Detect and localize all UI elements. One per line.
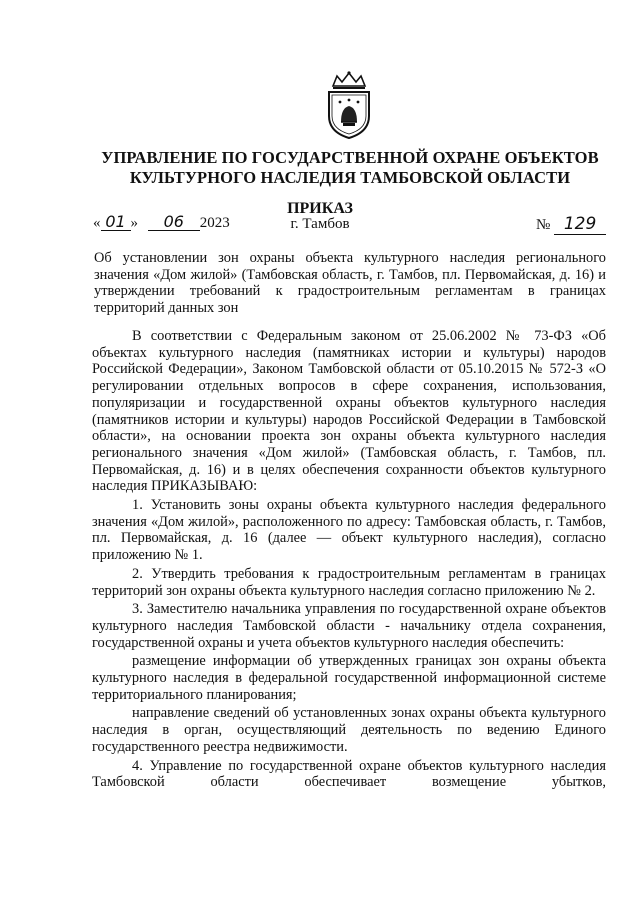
order-title: ПРИКАЗ [287, 200, 353, 217]
number-value: 129 [554, 214, 606, 235]
number-label: № [536, 217, 551, 233]
paragraph-item-1: 1. Установить зоны охраны объекта культурного наследия федерального значения «Дом жилой», расположенного по адресу: Тамбовская область, г. Тамбов, пл. Первомайская, д. 16 (далее — объект культурного наследия), согласно приложению № 1. [92, 497, 606, 564]
paragraph-preamble: В соответствии с Федеральным законом от 25.06.2002 № 73-ФЗ «Об объектах культурного наследия (памятниках истории и культуры) народов Российской Федерации», Законом Тамбовской области от 05.10.2015 № 572-З «О регулировании отдельных вопросов в сфере сохранения, использования, популяризации и государственной охраны объектов культурного наследия (памятников истории и культуры) народов Российской Федерации в Тамбовской области», на основании проекта зон охраны объекта культурного наследия регионального значения «Дом жилой» (Тамбовская область, г. Тамбов, пл. Первомайская, д. 16) и в целях обеспечения сохранности объектов культурного наследия ПРИКАЗЫВАЮ: [92, 328, 606, 495]
organization-title-line-2: КУЛЬТУРНОГО НАСЛЕДИЯ ТАМБОВСКОЙ ОБЛАСТИ [129, 168, 571, 187]
paragraph-item-3-sub-1: размещение информации об утвержденных границах зон охраны объекта культурного наследия в федеральной государственной информационной системе территориального планирования; [92, 653, 606, 703]
organization-title [60, 148, 640, 188]
paragraph-item-3: 3. Заместителю начальника управления по государственной охране объектов культурного наследия Тамбовской области - начальнику отдела сохранения, государственной охраны и учета объектов культурного наследия обеспечить: [92, 601, 606, 651]
city: г. Тамбов [290, 216, 350, 232]
tambov-coat-of-arms-emblem [323, 70, 375, 140]
date-year: 2023 [199, 215, 230, 231]
paragraph-item-3-sub-2: направление сведений об установленных зонах охраны объекта культурного наследия в орган, осуществляющий деятельность по ведению Единого государственного реестра недвижимости. [92, 705, 606, 755]
date-close-quote: » [130, 215, 138, 231]
organization-title-line-1: УПРАВЛЕНИЕ ПО ГОСУДАРСТВЕННОЙ ОХРАНЕ ОБЪЕКТОВ [101, 148, 599, 167]
date-month: 06 [148, 214, 200, 231]
order-number [536, 214, 606, 235]
paragraph-item-2: 2. Утвердить требования к градостроительным регламентам в границах территорий зон охраны объекта культурного наследия согласно приложению № 2. [92, 565, 606, 599]
order-subject: Об установлении зон охраны объекта культурного наследия регионального значения «Дом жилой» (Тамбовская область, г. Тамбов, пл. Первомайская, д. 16) и утверждении требований к градостроительным регламентам в границах территорий данных зон [94, 250, 606, 316]
date-open-quote: « [93, 215, 101, 231]
paragraph-item-4: 4. Управление по государственной охране объектов культурного наследия Тамбовской области обеспечивает возмещение убытков, [92, 757, 606, 791]
order-body [92, 328, 606, 793]
date-day: 01 [101, 214, 131, 231]
